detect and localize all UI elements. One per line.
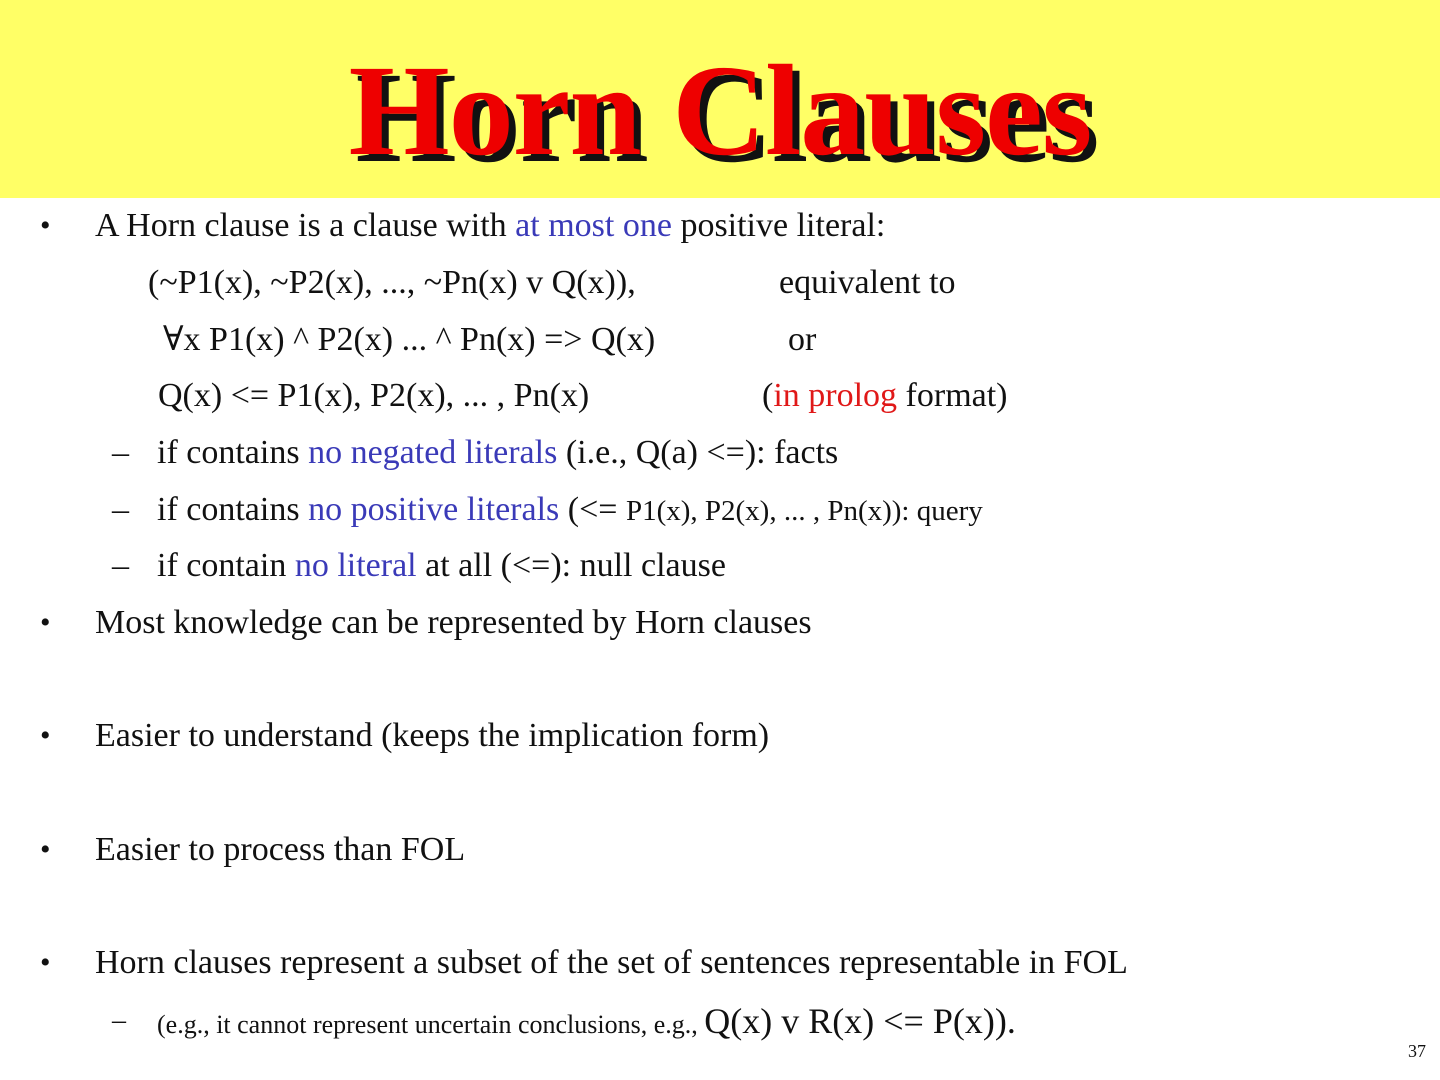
highlight-at-most-one: at most one: [515, 207, 672, 244]
formula-implication-form: ∀x P1(x) ^ P2(x) ... ^ Pn(x) => Q(x): [163, 321, 656, 358]
forall-symbol: ∀: [163, 321, 184, 358]
formula-prolog-note: (in prolog format): [762, 377, 1008, 414]
subbullet-facts: if contains no negated literals (i.e., Q(a) <=): facts: [157, 434, 839, 471]
dash-icon: –: [112, 434, 129, 471]
dash-icon: –: [112, 491, 129, 528]
bullet-easier-process: Easier to process than FOL: [95, 831, 466, 868]
title-bar: [0, 0, 1440, 198]
subbullet-uncertain-example: (e.g., it cannot represent uncertain conclusions, e.g., Q(x) v R(x) <= P(x)).: [157, 1001, 1016, 1041]
dash-icon: –: [112, 547, 129, 584]
subbullet-query: if contains no positive literals (<= P1(x), P2(x), ... , Pn(x)): query: [157, 491, 983, 528]
slide-title: Horn Clauses: [348, 39, 1092, 183]
bullet-most-knowledge: Most knowledge can be represented by Horn clauses: [95, 604, 812, 641]
slide-number: 37: [1408, 1041, 1426, 1061]
formula-prolog-form: Q(x) <= P1(x), P2(x), ... , Pn(x): [158, 377, 590, 414]
formula-or-note: or: [788, 321, 817, 358]
highlight-no-negated-literals: no negated literals: [308, 434, 558, 471]
bullet-icon: •: [40, 833, 51, 866]
bullet-icon: •: [40, 719, 51, 752]
bullet-icon: •: [40, 946, 51, 979]
formula-clause-form: (~P1(x), ~P2(x), ..., ~Pn(x) v Q(x)),: [148, 264, 636, 301]
bullet-subset-of-fol: Horn clauses represent a subset of the set of sentences representable in FOL: [95, 944, 1128, 981]
highlight-no-literal: no literal: [294, 547, 417, 584]
bullet-icon: •: [40, 209, 51, 242]
formula-equivalent-note: equivalent to: [779, 264, 956, 301]
bullet-horn-definition: A Horn clause is a clause with at most one positive literal:: [95, 207, 886, 244]
subbullet-null-clause: if contain no literal at all (<=): null clause: [157, 547, 726, 584]
dash-icon: –: [112, 1005, 126, 1036]
bullet-icon: •: [40, 606, 51, 639]
highlight-no-positive-literals: no positive literals: [308, 491, 560, 528]
bullet-easier-understand: Easier to understand (keeps the implication form): [95, 717, 770, 754]
highlight-in-prolog: in prolog: [773, 377, 898, 414]
